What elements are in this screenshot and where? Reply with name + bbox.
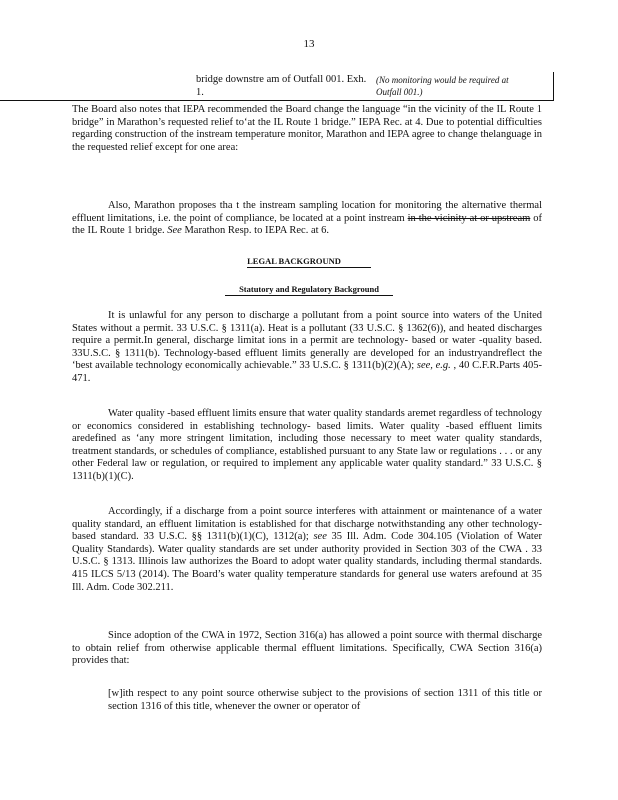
page-number: 13 [303,38,315,50]
paragraph-unlawful-discharge [72,310,542,386]
p5-text-a: Accordingly, if a discharge from a point source interferes with attainment or maintenance of a water quality standard, an effluent limitation is established for that discharge notwithstanding any other technology-based standard. 33 U.S.C. §§ 1311(b)(1)(C), 1312(a); [72,506,542,543]
table-bottom-rule [0,100,554,101]
struck-text: in the vicinity at or upstream [407,212,531,224]
table-cell-location: bridge downstre am of Outfall 001. Exh. 1. [196,74,367,98]
table-fragment [190,72,554,100]
signal-see: See [167,225,182,237]
paragraph-accordingly [72,506,542,594]
paragraph-section-316a: Since adoption of the CWA in 1972, Section 316(a) has allowed a point source with thermal discharge to obtain relief from otherwise applicable thermal effluent limitations. Specifically, CWA Section 316(a) provides that: [72,630,542,667]
paragraph-water-quality-limits: Water quality -based effluent limits ensure that water quality standards aremet regardless of technology or economics considered in establishing technology- based limits. Water quality -based effluent limits aredefined as ‘any more stringent limitation, including those necessary to meet water quality standards, treatment standards, or schedules of compliance, established pursuant to any State law or regulations . . . or any other Federal law or regulation, or required to implement any applicable water quality standard.” 33 U.S.C. § 1311(b)(1)(C). [72,408,542,482]
paragraph-iepa-recommendation: The Board also notes that IEPA recommended the Board change the language “in the vicinity of the IL Route 1 bridge” in Marathon’s requested relief to‘at the IL Route 1 bridge.” IEPA Rec. at 4. Due to potential difficulties regarding construction of the instream temperature monitor, Marathon and IEPA agree to change thelanguage in the requested relief except for one area: [72,104,542,153]
proposal-text-b: of the IL Route 1 bridge. [72,212,542,237]
proposal-text-a: Also, Marathon proposes tha t the instream sampling location for monitoring the alternative thermal effluent limitations, i.e. the point of compliance, be located at a point instream [72,200,542,224]
p3-text-a: It is unlawful for any person to discharge a pollutant from a point source into waters of the United States without a permit. 33 U.S.C. § 1311(a). Heat is a pollutant (33 U.S.C. § 1362(6)), and heated discharges require a permit.In general, discharge limitat ions in a permit are technology- based or water -quality based. 33U.S.C. § 1311(b). Technology-based effluent limits generally are developed for an industryandreflect the ‘best available technology economically achievable.” 33 U.S.C. § 1311(b)(2)(A); [72,310,542,372]
heading-legal-background: LEGAL BACKGROUND [0,256,618,268]
proposal-text-c: Marathon Resp. to IEPA Rec. at 6. [181,225,330,237]
heading-statutory-background: Statutory and Regulatory Background [0,284,618,296]
signal-see-2: see [313,531,327,543]
table-right-rule [553,72,554,100]
block-quote-316a: [w]ith respect to any point source otherwise subject to the provisions of section 1311 of this title or section 1316 of this title, whenever the owner or operator of [108,688,542,712]
p3-text-b: , 40 C.F.R.Parts 405-471. [72,360,542,384]
p5-text-b: 35 Ill. Adm. Code 304.105 (Violation of Water Quality Standards). Water quality standards are set under authority provided in Section 303 of the CWA . 33 U.S.C. § 1313. Illinois law authorizes the Board to adopt water quality standards, including thermal standards. 415 ILCS 5/13 (2014). The Board’s water quality temperature standards for general use waters arefound at 35 Ill. Adm. Code 302.211. [72,531,542,593]
signal-see-eg: see, e.g. [416,360,451,372]
table-cell-note: (No monitoring would be required at Outfall 001.) [376,75,509,97]
paragraph-marathon-proposal [72,200,542,238]
